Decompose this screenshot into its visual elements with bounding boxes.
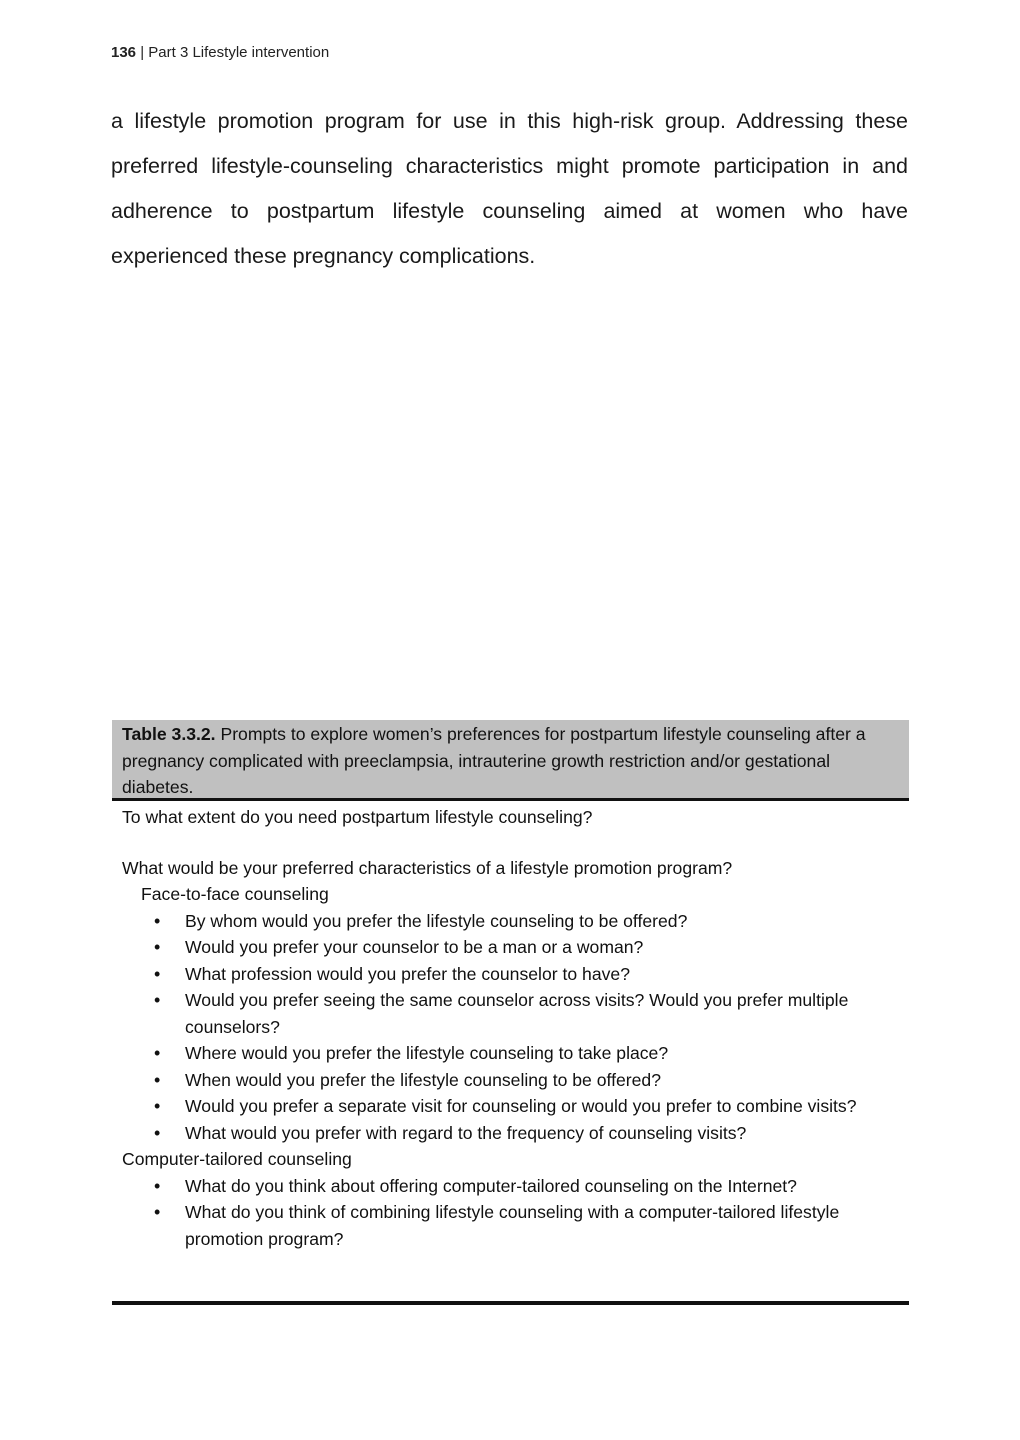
face-to-face-list [122, 908, 899, 1147]
list-item: • What profession would you prefer the counselor to have? [122, 961, 899, 988]
spacer [122, 831, 899, 855]
table-caption-label: Table 3.3.2. [122, 724, 216, 744]
list-item: • What would you prefer with regard to the frequency of counseling visits? [122, 1120, 899, 1147]
question-characteristics: What would be your preferred characteristics of a lifestyle promotion program? [122, 857, 733, 878]
table-caption-text: Prompts to explore women’s preferences for postpartum lifestyle counseling after a pregnancy complicated with preeclampsia, intrauterine growth restriction and/or gestational diabetes. [122, 724, 866, 797]
running-header [111, 44, 329, 61]
header-section: Part 3 Lifestyle intervention [148, 44, 330, 61]
list-item: • Would you prefer a separate visit for counseling or would you prefer to combine visits? [122, 1093, 899, 1120]
list-item: • When would you prefer the lifestyle counseling to be offered? [122, 1067, 899, 1094]
face-to-face-heading: Face-to-face counseling [141, 884, 329, 904]
computer-tailored-list [122, 1173, 899, 1253]
list-item: • What do you think of combining lifestyle counseling with a computer-tailored lifestyle promotion program? [122, 1199, 899, 1252]
table-bottom-rule [112, 1301, 909, 1305]
list-item: • What do you think about offering computer-tailored counseling on the Internet? [122, 1173, 899, 1200]
table-body [112, 801, 909, 1252]
question-need: To what extent do you need postpartum lifestyle counseling? [122, 807, 593, 827]
page-number: 136 [111, 44, 137, 61]
header-separator: | [140, 44, 145, 61]
table-3-3-2 [112, 720, 909, 1252]
list-item: • By whom would you prefer the lifestyle counseling to be offered? [122, 908, 899, 935]
table-caption [112, 720, 909, 801]
list-item: • Would you prefer seeing the same counselor across visits? Would you prefer multiple counselors? [122, 987, 899, 1040]
body-paragraph: a lifestyle promotion program for use in this high-risk group. Addressing these preferred lifestyle-counseling characteristics might promote participation in and adherence to postpartum lifestyle counseling aimed at women who have experienced these pregnancy complications. [111, 109, 908, 268]
list-item: • Where would you prefer the lifestyle counseling to take place? [122, 1040, 899, 1067]
list-item: • Would you prefer your counselor to be a man or a woman? [122, 934, 899, 961]
computer-tailored-heading: Computer-tailored counseling [122, 1149, 352, 1169]
